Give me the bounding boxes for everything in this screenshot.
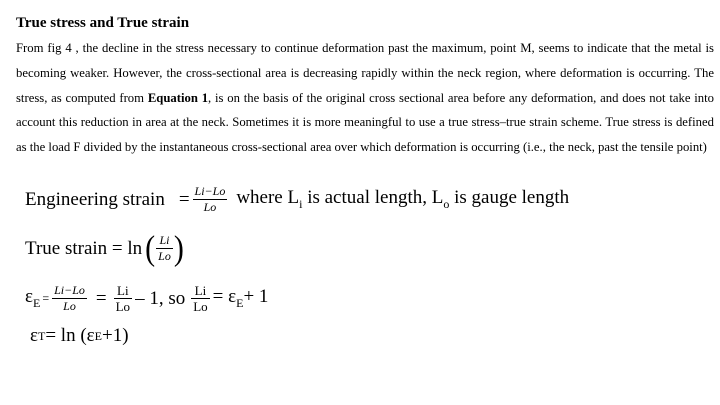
eq4-rhs: = ln (ε: [45, 325, 95, 346]
eq4-end: +1): [101, 325, 129, 346]
eq2-denominator: Lo: [158, 249, 171, 263]
eq3-rhs: [213, 286, 269, 311]
eq3-numerator-1: Li−Lo: [54, 283, 85, 297]
section-title: True stress and True strain: [16, 15, 190, 31]
eq1-numerator: Li−Lo: [194, 184, 226, 198]
eq1-mid: is actual length, L: [302, 187, 444, 209]
eq3-numerator-3: Li: [194, 283, 207, 298]
eq1-where: where L: [236, 187, 300, 209]
eq3-denominator-3: Lo: [193, 299, 208, 314]
eq1-label: Engineering strain: [25, 188, 165, 210]
eq3-epsilon: [25, 286, 40, 311]
paragraph-text-1: From fig 4 , the decline in the stress necessary to continue deformation past the maximum, point M, seems to indicate that the metal is becoming weaker. However, the cross-sectional area is decreasing rapidly within the neck region, where deformation is occurring. The stress, as computed from: [16, 41, 714, 105]
eq3-denominator-2: Lo: [115, 299, 131, 314]
equation-reference: Equation 1: [147, 90, 209, 105]
eq3-eq-text: = ε: [212, 286, 237, 308]
eq2-numerator: Li: [159, 233, 170, 247]
eq4-sub-t: T: [37, 328, 46, 343]
eq3-fraction-2: [114, 283, 132, 314]
strain-relation-equation: [25, 283, 268, 314]
eq1-sub-o: o: [443, 196, 450, 211]
eq3-denominator-1: Lo: [63, 299, 76, 313]
eq3-numerator-2: Li: [117, 283, 129, 298]
engineering-strain-equation: [25, 184, 569, 215]
eq1-denominator: Lo: [203, 200, 217, 214]
eq3-eps: ε: [25, 286, 33, 308]
body-paragraph: [16, 36, 714, 160]
paragraph-text-2: , is on the basis of the original cross sectional area before any deformation, and does not take into account this reduction in area at the neck. Sometimes it is more meaningful to use a true stress–true strain scheme. True stress is defined as the load F divided by the instantaneous cross-sectional area over which deformation is occurring (i.e., the neck, past the tensile point): [16, 90, 714, 155]
eq3-fraction-3: [191, 283, 209, 314]
eq3-small-equals: =: [42, 291, 50, 305]
eq2-left-paren: (: [145, 228, 156, 267]
eq4-eps: ε: [30, 325, 38, 346]
eq1-sub-i: i: [299, 196, 303, 211]
eq1-fraction: [193, 184, 228, 215]
eq3-sub-e: E: [32, 295, 41, 310]
true-strain-log-equation: [30, 325, 129, 347]
eq1-equals: =: [178, 188, 190, 210]
eq2-label: True strain = ln: [25, 237, 143, 259]
true-strain-equation: [25, 228, 184, 267]
eq2-right-paren: ): [173, 228, 184, 267]
document-body: [16, 12, 714, 160]
eq2-fraction: [156, 233, 173, 264]
eq1-end: is gauge length: [449, 187, 570, 209]
eq1-where-text: [236, 187, 569, 212]
eq3-fraction-1: [52, 283, 87, 314]
eq3-minus-text: – 1, so: [135, 287, 186, 309]
eq3-equals: =: [95, 287, 107, 309]
eq3-sub-e2: E: [236, 295, 244, 310]
eq3-plus: + 1: [243, 286, 269, 308]
eq4-sub-e: E: [94, 328, 102, 343]
